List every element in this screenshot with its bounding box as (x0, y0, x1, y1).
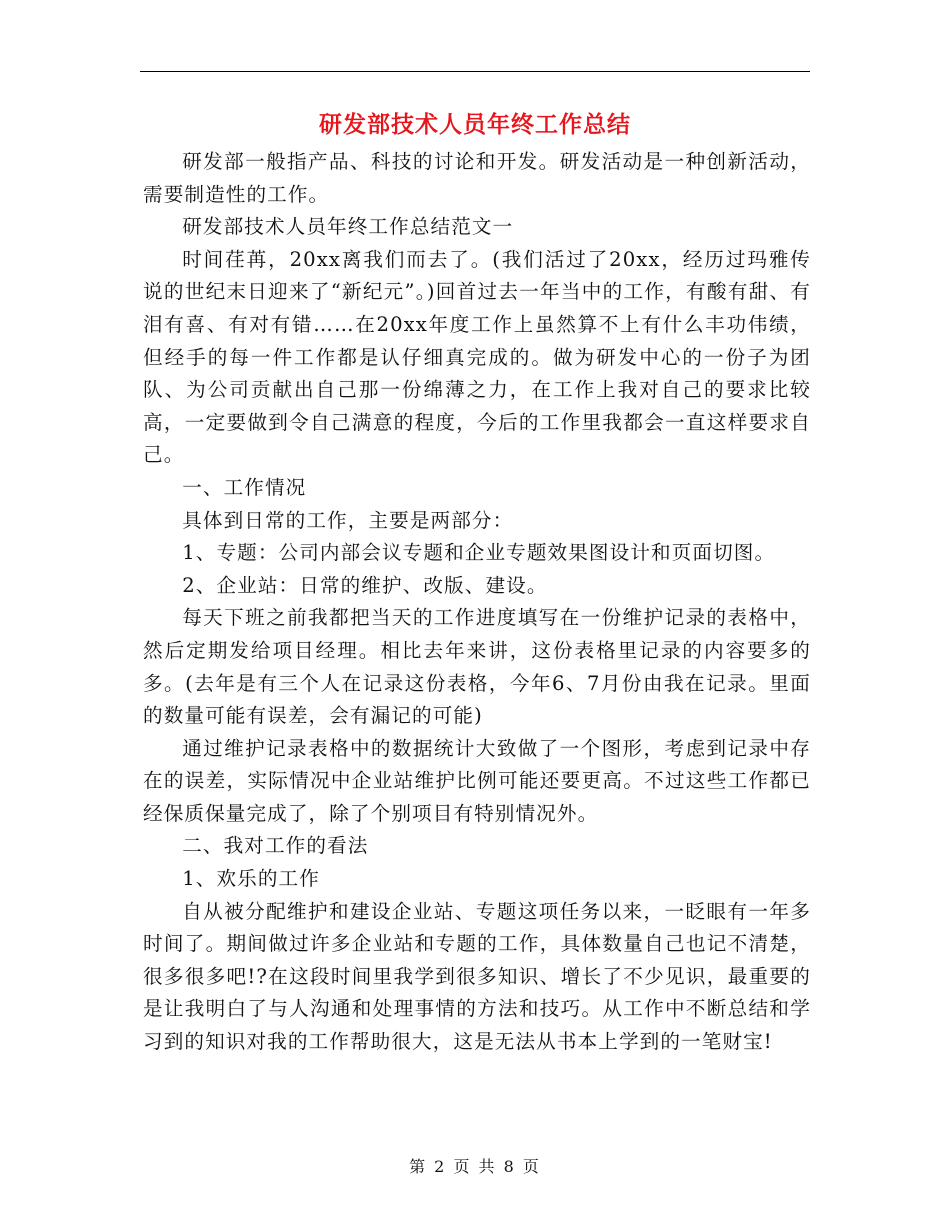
paragraph-daily-work: 具体到日常的工作，主要是两部分： (182, 508, 514, 532)
paragraph-intro: 研发部一般指产品、科技的讨论和开发。研发活动是一种创新活动，需要制造性的工作。 (143, 150, 811, 206)
page-footer: 第 2 页 共 8 页 (409, 1157, 541, 1176)
subsection-heading-happy-work: 1、欢乐的工作 (182, 867, 320, 891)
document-title: 研发部技术人员年终工作总结 (319, 111, 631, 138)
list-item-topics: 1、专题：公司内部会议专题和企业专题效果图设计和页面切图。 (182, 541, 776, 565)
list-item-enterprise-sites: 2、企业站：日常的维护、改版、建设。 (182, 573, 548, 597)
section-heading-work-status: 一、工作情况 (182, 475, 307, 499)
document-body (143, 146, 811, 1059)
paragraph-sample-heading: 研发部技术人员年终工作总结范文一 (182, 215, 514, 239)
section-heading-views: 二、我对工作的看法 (182, 834, 369, 858)
paragraph-experience: 自从被分配维护和建设企业站、专题这项任务以来，一眨眼有一年多时间了。期间做过许多企业站和专题的工作，具体数量自己也记不清楚，很多很多吧!?在这段时间里我学到很多知识、增长了不少见识，最重要的是让我明白了与人沟通和处理事情的方法和技巧。从工作中不断总结和学习到的知识对我的工作帮助很大，这是无法从书本上学到的一笔财宝! (143, 899, 811, 1054)
paragraph-records: 每天下班之前我都把当天的工作进度填写在一份维护记录的表格中，然后定期发给项目经理。相比去年来讲，这份表格里记录的内容要多的多。(去年是有三个人在记录这份表格，今年6、7月份由我在记录。里面的数量可能有误差，会有漏记的可能) (143, 606, 811, 728)
paragraph-review: 时间荏苒，20xx离我们而去了。(我们活过了20xx，经历过玛雅传说的世纪末日迎来了“新纪元”。)回首过去一年当中的工作，有酸有甜、有泪有喜、有对有错……在20xx年度工作上虽然算不上有什么丰功伟绩，但经手的每一件工作都是认仔细真完成的。做为研发中心的一份子为团队、为公司贡献出自己那一份绵薄之力，在工作上我对自己的要求比较高，一定要做到令自己满意的程度，今后的工作里我都会一直这样要求自己。 (143, 247, 811, 467)
header-rule (140, 71, 810, 72)
paragraph-statistics: 通过维护记录表格中的数据统计大致做了一个图形，考虑到记录中存在的误差，实际情况中企业站维护比例可能还要更高。不过这些工作都已经保质保量完成了，除了个别项目有特别情况外。 (143, 736, 811, 825)
